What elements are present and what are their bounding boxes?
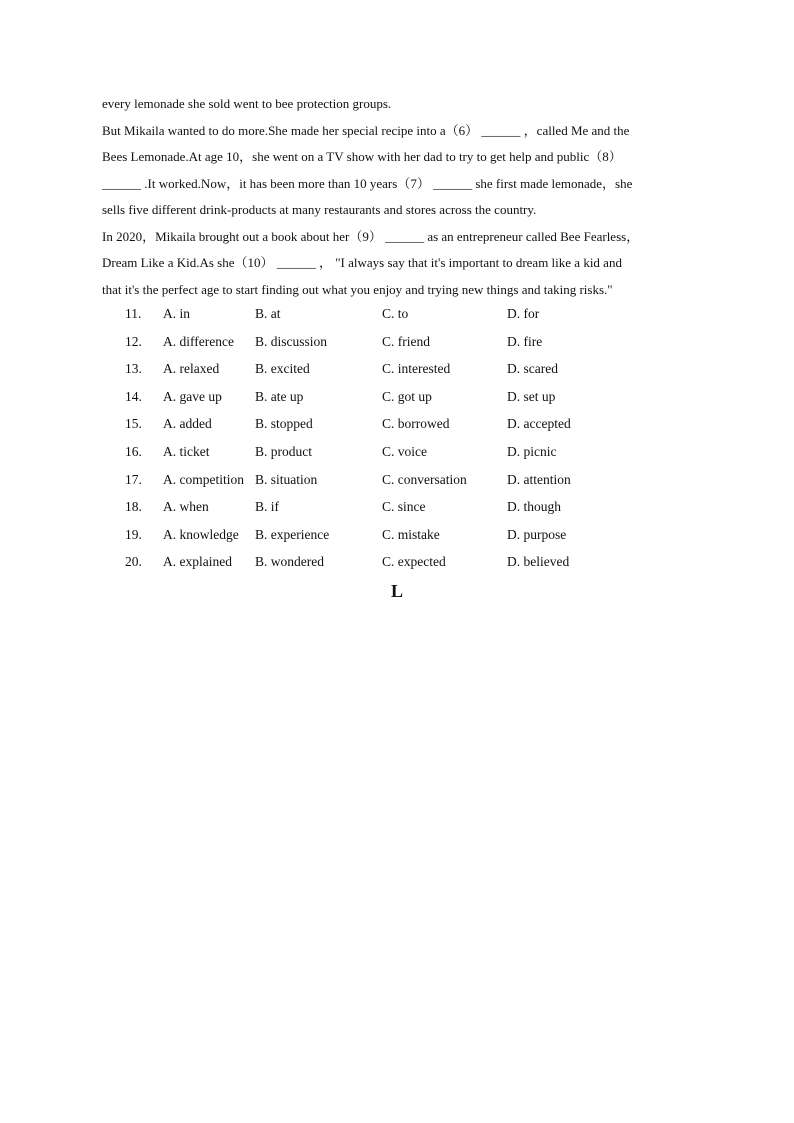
passage-line: that it's the perfect age to start finding out what you enjoy and trying new things and taking risks." — [102, 281, 613, 297]
option-c: C. voice — [382, 443, 427, 459]
option-d: D. scared — [507, 361, 558, 377]
option-a: A. added — [163, 416, 212, 432]
question-number: 16. — [125, 443, 142, 459]
passage-line: ______ .It worked.Now，it has been more than 10 years（7） ______ she first made lemonade，she — [102, 175, 633, 191]
passage-line: every lemonade she sold went to bee protection groups. — [102, 96, 392, 111]
option-a: A. when — [163, 499, 209, 515]
option-c: C. expected — [382, 554, 446, 570]
option-a: A. relaxed — [163, 361, 220, 377]
question-number: 13. — [125, 361, 142, 377]
question-row — [125, 470, 605, 498]
option-b: B. discussion — [255, 333, 328, 349]
question-number: 14. — [125, 388, 142, 404]
option-b: B. excited — [255, 361, 310, 377]
option-c: C. interested — [382, 361, 451, 377]
option-b: B. stopped — [255, 416, 313, 432]
passage-line: Dream Like a Kid.As she（10） ______ ， "I always say that it's important to dream like a kid and — [102, 255, 622, 270]
question-number: 19. — [125, 526, 142, 542]
option-c: C. borrowed — [382, 416, 450, 432]
option-d: D. accepted — [507, 416, 571, 432]
question-row — [125, 414, 605, 442]
option-b: B. product — [255, 443, 312, 459]
option-a: A. in — [163, 306, 190, 321]
option-c: C. to — [382, 306, 409, 321]
question-number: 18. — [125, 499, 142, 515]
passage-line: sells five different drink-products at many restaurants and stores across the country. — [102, 202, 537, 217]
question-row — [125, 304, 605, 332]
question-row — [125, 497, 605, 525]
option-b: B. wondered — [255, 554, 324, 570]
option-d: D. for — [507, 306, 540, 321]
option-c: C. got up — [382, 388, 432, 404]
option-d: D. attention — [507, 471, 571, 487]
option-d: D. purpose — [507, 526, 567, 542]
option-d: D. fire — [507, 333, 543, 349]
question-number: 17. — [125, 471, 142, 487]
option-b: B. experience — [255, 526, 330, 542]
option-a: A. difference — [163, 333, 234, 349]
option-d: D. set up — [507, 388, 556, 404]
section-heading-letter: L — [390, 581, 403, 601]
question-row — [125, 359, 605, 387]
option-c: C. friend — [382, 333, 430, 349]
option-a: A. knowledge — [163, 526, 239, 542]
option-b: B. situation — [255, 471, 318, 487]
question-row — [125, 442, 605, 470]
question-options-list — [125, 304, 605, 580]
passage-line: In 2020，Mikaila brought out a book about her（9） ______ as an entrepreneur called Bee Fearless， — [102, 228, 640, 244]
option-a: A. explained — [163, 554, 232, 570]
option-d: D. picnic — [507, 443, 557, 459]
option-b: B. ate up — [255, 388, 304, 404]
option-a: A. gave up — [163, 388, 222, 404]
option-b: B. at — [255, 306, 281, 321]
question-number: 11. — [125, 306, 142, 321]
option-d: D. believed — [507, 554, 570, 570]
question-number: 20. — [125, 554, 142, 570]
passage-text — [102, 94, 682, 306]
question-number: 12. — [125, 333, 142, 349]
passage-line: But Mikaila wanted to do more.She made her special recipe into a（6） ______ ，called Me and the — [102, 122, 630, 138]
option-a: A. competition — [163, 471, 244, 487]
question-number: 15. — [125, 416, 142, 432]
question-row — [125, 387, 605, 415]
question-row — [125, 525, 605, 553]
option-a: A. ticket — [163, 443, 210, 459]
passage-line: Bees Lemonade.At age 10，she went on a TV show with her dad to try to get help and public（8） — [102, 149, 622, 164]
option-b: B. if — [255, 499, 280, 515]
option-c: C. mistake — [382, 526, 440, 542]
option-c: C. conversation — [382, 471, 467, 487]
question-row — [125, 332, 605, 360]
option-d: D. though — [507, 499, 561, 515]
option-c: C. since — [382, 499, 426, 515]
question-row — [125, 552, 605, 580]
